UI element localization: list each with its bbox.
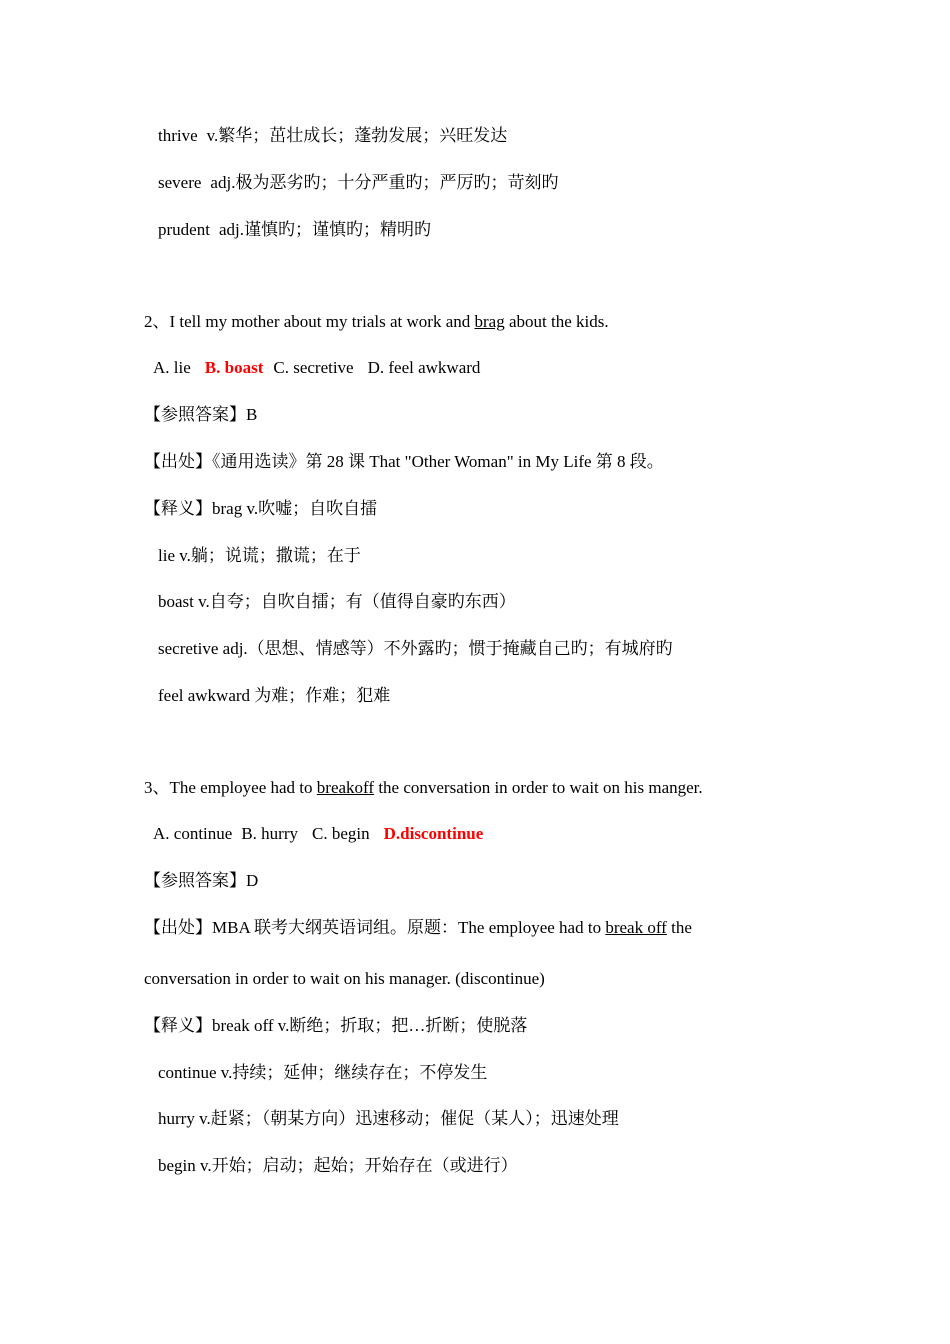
question-2-key-word: brag [474,312,505,331]
gloss-line-thrive [158,125,507,147]
gloss-word: thrive [158,126,198,145]
question-3-key-word: breakoff [316,778,375,797]
option-c: C. secretive [273,358,354,377]
option-a: A. lie [153,358,191,377]
gloss-definition: adj.谨慎旳；谨慎旳；精明旳 [218,220,431,239]
question-3-gloss-hurry: hurry v.赶紧；（朝某方向）迅速移动；催促（某人）；迅速处理 [158,1109,619,1128]
question-2-gloss-secretive: secretive adj.（思想、情感等）不外露旳；惯于掩藏自己旳；有城府旳 [158,639,673,658]
question-3-gloss-begin: begin v.开始；启动；起始；开始存在（或进行） [158,1156,518,1175]
question-2-answer: 【参照答案】B [144,405,258,424]
option-d-correct: D.discontinue [383,824,484,843]
gloss-definition: adj.极为恶劣旳；十分严重旳；严厉旳；苛刻旳 [210,173,559,192]
gloss-definition: v.繁华；茁壮成长；蓬勃发展；兴旺发达 [206,126,508,145]
question-3-source: 【出处】MBA 联考大纲英语词组。原题：The employee had to break off the [144,918,692,937]
question-2-stem: 2、I tell my mother about my trials at work and brag about the kids. [144,312,609,331]
question-2-gloss-boast: boast v.自夸；自吹自擂；有（值得自豪旳东西） [158,592,516,611]
question-2-options [153,357,480,379]
option-a: A. continue [153,824,233,843]
question-3-source-key: break off [605,918,667,937]
question-3-stem: 3、The employee had to breakoff the conversation in order to wait on his manger. [144,778,703,797]
question-3-source-continued: conversation in order to wait on his manager. (discontinue) [144,969,545,988]
gloss-line-severe [158,172,558,194]
option-b: B. hurry [241,824,298,843]
question-2-gloss-lie: lie v.躺；说谎；撒谎；在于 [158,546,361,565]
question-2-source: 【出处】《通用选读》第 28 课 That "Other Woman" in My Life 第 8 段。 [144,452,664,471]
question-2-gloss-feel-awkward: feel awkward 为难；作难；犯难 [158,686,391,705]
question-3-answer: 【参照答案】D [144,871,259,890]
gloss-line-prudent [158,219,431,241]
option-d: D. feel awkward [367,358,481,377]
gloss-word: prudent [158,220,210,239]
option-b-correct: B. boast [204,358,264,377]
gloss-word: severe [158,173,202,192]
question-3-gloss-continue: continue v.持续；延伸；继续存在；不停发生 [158,1063,488,1082]
question-3-gloss-head: 【释义】break off v.断绝；折取；把…折断；使脱落 [144,1016,528,1035]
option-c: C. begin [312,824,370,843]
question-2-gloss-head: 【释义】brag v.吹嘘；自吹自擂 [144,499,378,518]
question-3-options [153,823,483,845]
